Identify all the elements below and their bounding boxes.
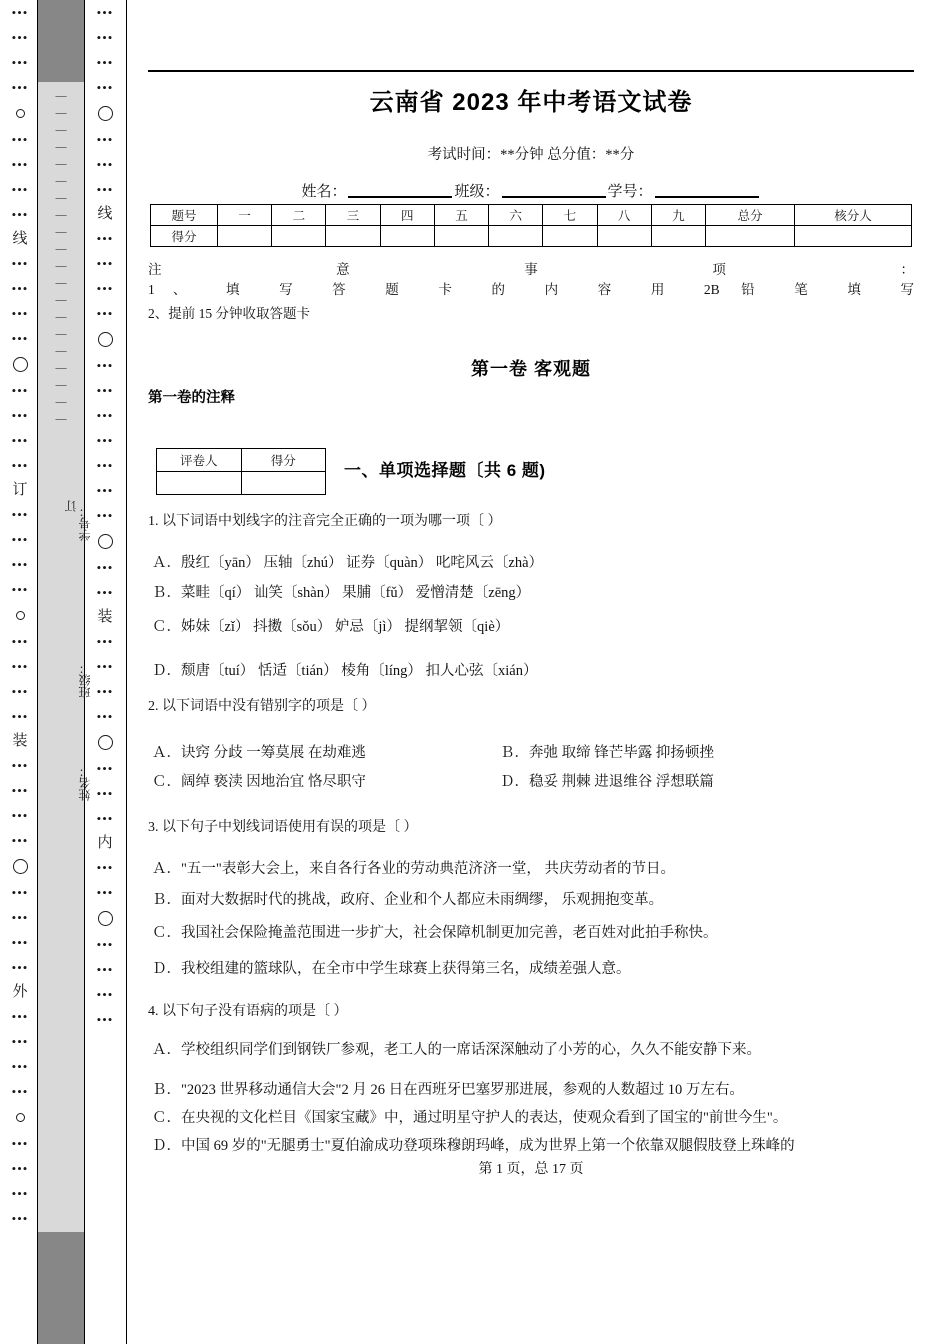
seal-dash: — — [55, 413, 67, 425]
seal-dot-mark: ••• — [96, 585, 114, 600]
seal-dot-mark: ••• — [11, 507, 29, 522]
seal-inner-dotted-column — [88, 0, 122, 1344]
seal-dot-mark: ••• — [11, 5, 29, 20]
seal-dot-mark: ••• — [96, 709, 114, 724]
seal-dot-mark: ••• — [11, 256, 29, 271]
seal-dot-mark: ••• — [11, 1186, 29, 1201]
seal-dot-mark: ••• — [11, 557, 29, 572]
seal-char-line: 线 — [12, 231, 28, 247]
question-2-option-d[interactable]: Ｄ．稳妥 荆棘 进退维谷 浮想联篇 — [500, 774, 714, 790]
seal-ring-icon — [13, 859, 28, 874]
seal-dot-mark: ••• — [96, 30, 114, 45]
question-1-option-c[interactable]: Ｃ．姊妹〔zǐ） 抖擞〔sǒu） 妒忌〔jì） 提纲挈领〔qiè） — [152, 619, 510, 635]
seal-dot-mark: ••• — [11, 157, 29, 172]
seal-dash: — — [55, 260, 67, 272]
seal-dash: — — [55, 243, 67, 255]
seal-ring-icon — [98, 911, 113, 926]
seal-dot-mark: ••• — [11, 582, 29, 597]
seal-ring-icon — [16, 1113, 25, 1122]
notice-heading: 注 意 事 项 ： — [148, 262, 914, 277]
question-2-stem: 2. 以下词语中没有错别字的项是〔 ） — [148, 699, 376, 714]
score-cell[interactable] — [272, 226, 326, 247]
table-row — [157, 449, 326, 472]
student-info-line — [148, 180, 914, 201]
seal-char-outside: 外 — [12, 984, 28, 1000]
seal-dot-mark: ••• — [11, 207, 29, 222]
seal-dot-mark: ••• — [11, 1161, 29, 1176]
seal-dot-mark: ••• — [11, 30, 29, 45]
seal-outer-dotted-column — [4, 0, 36, 1344]
seal-dot-mark: ••• — [96, 383, 114, 398]
seal-dash: — — [55, 277, 67, 289]
seal-dash: — — [55, 311, 67, 323]
seal-dot-mark: ••• — [96, 1012, 114, 1027]
seal-dot-mark: ••• — [11, 833, 29, 848]
seal-dot-mark: ••• — [11, 433, 29, 448]
seal-dot-mark: ••• — [96, 5, 114, 20]
question-4-option-b[interactable]: Ｂ．"2023 世界移动通信大会"2 月 26 日在西班牙巴塞罗那进展，参观的人数超过 10 万左右。 — [152, 1082, 744, 1098]
exam-meta: 考试时间：**分钟 总分值：**分 — [427, 147, 635, 163]
seal-dot-mark: ••• — [96, 281, 114, 296]
score-cell[interactable] — [326, 226, 380, 247]
class-blank[interactable] — [502, 196, 606, 198]
seal-ring-icon — [98, 735, 113, 750]
seal-dot-mark: ••• — [96, 962, 114, 977]
seal-dot-mark: ••• — [11, 885, 29, 900]
name-blank[interactable] — [348, 196, 452, 198]
seal-band-dark-top — [38, 0, 84, 82]
seal-dash: — — [55, 328, 67, 340]
seal-dot-mark: ••• — [11, 808, 29, 823]
seal-dash: — — [55, 158, 67, 170]
score-summary-table — [150, 204, 912, 247]
seal-field-class[interactable]: 班级： — [78, 662, 92, 698]
seal-dot-mark: ••• — [11, 783, 29, 798]
table-row — [151, 226, 912, 247]
question-3-option-b[interactable]: Ｂ．面对大数据时代的挑战，政府、企业和个人都应未雨绸缪， 乐观拥抱变革。 — [152, 892, 664, 908]
notice-item-1: 1、 填 写 答 题 卡 的 内 容 用 2B 铅 笔 填 写 — [148, 282, 914, 297]
paper-one-title: 第一卷 客观题 — [470, 359, 591, 379]
seal-band-dash-column — [38, 82, 84, 1232]
question-4-stem: 4. 以下句子没有语病的项是〔 ） — [148, 1004, 348, 1019]
seal-dot-mark: ••• — [11, 408, 29, 423]
seal-dot-mark: ••• — [96, 811, 114, 826]
seal-char-seal: 装 — [12, 733, 28, 749]
seal-dot-mark: ••• — [11, 132, 29, 147]
seal-dot-mark: ••• — [11, 709, 29, 724]
seal-dot-mark: ••• — [11, 1211, 29, 1226]
seal-dash: — — [55, 345, 67, 357]
score-checker-cell[interactable] — [795, 226, 912, 247]
seal-dot-mark: ••• — [11, 306, 29, 321]
seal-dot-mark: ••• — [96, 80, 114, 95]
paper-one-note: 第一卷的注释 — [148, 390, 235, 406]
question-4-option-a[interactable]: Ａ．学校组织同学们到钢铁厂参观，老工人的一席话深深触动了小芳的心，久久不能安静下来。 — [152, 1042, 761, 1058]
seal-dash: — — [55, 226, 67, 238]
name-label: 姓名： — [301, 184, 347, 200]
seal-dot-mark: ••• — [96, 659, 114, 674]
score-col-header: 九 — [651, 205, 705, 226]
score-col-header: 六 — [489, 205, 543, 226]
seal-ring-icon — [98, 106, 113, 121]
seal-dash: — — [55, 175, 67, 187]
seal-dot-mark: ••• — [11, 331, 29, 346]
seal-dot-mark: ••• — [96, 433, 114, 448]
question-2-option-b[interactable]: Ｂ．奔弛 取缔 锋芒毕露 抑扬顿挫 — [500, 745, 714, 761]
score-cell[interactable] — [380, 226, 434, 247]
seal-dash: — — [55, 192, 67, 204]
seal-dot-mark: ••• — [11, 532, 29, 547]
seal-dot-mark: ••• — [96, 231, 114, 246]
score-col-header: 七 — [543, 205, 597, 226]
header-rule — [148, 70, 914, 72]
seal-dot-mark: ••• — [96, 786, 114, 801]
score-cell[interactable] — [543, 226, 597, 247]
class-label: 班级： — [454, 184, 500, 200]
seal-dash: — — [55, 379, 67, 391]
seal-dot-mark: ••• — [11, 1136, 29, 1151]
score-row-label: 得分 — [151, 226, 218, 247]
seal-dot-mark: ••• — [96, 860, 114, 875]
seal-dot-mark: ••• — [11, 55, 29, 70]
notice-item-2: 2、提前 15 分钟收取答题卡 — [148, 306, 310, 321]
seal-dot-mark: ••• — [96, 634, 114, 649]
seal-dot-mark: ••• — [11, 1084, 29, 1099]
score-col-header: 五 — [434, 205, 488, 226]
seal-dot-mark: ••• — [96, 55, 114, 70]
seal-dot-mark: ••• — [96, 458, 114, 473]
seal-dot-mark: ••• — [96, 256, 114, 271]
score-row-label: 题号 — [151, 205, 218, 226]
seal-field-student-id[interactable]: 学号： — [78, 505, 92, 541]
grader-score-table — [156, 448, 326, 495]
score-col-header: 三 — [326, 205, 380, 226]
score-col-header: 二 — [272, 205, 326, 226]
seal-field-name[interactable]: 姓名： — [78, 765, 92, 801]
seal-dot-mark: ••• — [96, 157, 114, 172]
seal-dot-mark: ••• — [96, 358, 114, 373]
seal-dot-mark: ••• — [11, 659, 29, 674]
score-cell[interactable] — [597, 226, 651, 247]
score-cell[interactable] — [218, 226, 272, 247]
score-cell[interactable] — [651, 226, 705, 247]
question-4-option-d[interactable]: Ｄ．中国 69 岁的"无腿勇士"夏伯渝成功登项珠穆朗玛峰，成为世界上第一个依靠双腿假肢登上珠峰的 — [152, 1138, 795, 1154]
seal-ring-icon — [13, 357, 28, 372]
question-1-option-b[interactable]: Ｂ．菜畦〔qí） 讪笑〔shàn） 果脯〔fǔ） 爱憎清楚〔zēng） — [152, 585, 531, 601]
seal-char-bind: 订 — [12, 482, 28, 498]
score-checker-header: 核分人 — [795, 205, 912, 226]
question-3-option-c[interactable]: Ｃ．我国社会保险掩盖范围进一步扩大，社会保障机制更加完善，老百姓对此拍手称快。 — [152, 925, 718, 941]
seal-dot-mark: ••• — [11, 634, 29, 649]
seal-dot-mark: ••• — [11, 281, 29, 296]
seal-dot-mark: ••• — [96, 987, 114, 1002]
question-1-option-d[interactable]: Ｄ．颓唐〔tuí） 恬适〔tián） 棱角〔líng） 扣人心弦〔xián） — [152, 663, 538, 679]
seal-ring-icon — [98, 534, 113, 549]
seal-dot-mark: ••• — [96, 560, 114, 575]
grader-cell[interactable] — [157, 472, 242, 495]
student-id-label: 学号： — [607, 184, 653, 200]
score-total-header: 总分 — [706, 205, 795, 226]
question-group-title: 一、单项选择题〔共 6 题) — [344, 461, 546, 480]
grader-label: 评卷人 — [157, 449, 242, 472]
question-4-option-c[interactable]: Ｃ．在央视的文化栏目《国家宝藏》中，通过明星守护人的表达，使观众看到了国宝的"前世今生"。 — [152, 1110, 788, 1126]
student-id-blank[interactable] — [655, 196, 759, 198]
seal-bind-mark: 订 — [64, 500, 78, 512]
seal-dot-mark: ••• — [96, 483, 114, 498]
seal-dot-mark: ••• — [11, 458, 29, 473]
seal-dot-mark: ••• — [96, 885, 114, 900]
score-col-header: 四 — [380, 205, 434, 226]
seal-dot-mark: ••• — [11, 758, 29, 773]
seal-dot-mark: ••• — [11, 1059, 29, 1074]
seal-dash: — — [55, 294, 67, 306]
seal-dash: — — [55, 141, 67, 153]
seal-dot-mark: ••• — [11, 80, 29, 95]
seal-dot-mark: ••• — [11, 935, 29, 950]
seal-dash: — — [55, 362, 67, 374]
seal-dot-mark: ••• — [11, 684, 29, 699]
question-1-stem: 1. 以下词语中划线字的注音完全正确的一项为哪一项〔 ） — [148, 514, 502, 529]
seal-ring-icon — [16, 611, 25, 620]
seal-dot-mark: ••• — [96, 508, 114, 523]
score-total-cell[interactable] — [706, 226, 795, 247]
seal-dot-mark: ••• — [11, 960, 29, 975]
seal-vertical-rule — [126, 0, 127, 1344]
table-row — [151, 205, 912, 226]
page-footer: 第 1 页，总 17 页 — [478, 1162, 584, 1177]
question-3-option-d[interactable]: Ｄ．我校组建的篮球队，在全市中学生球赛上获得第三名，成绩差强人意。 — [152, 961, 631, 977]
score-cell[interactable] — [434, 226, 488, 247]
seal-dot-mark: ••• — [96, 182, 114, 197]
question-2-option-a[interactable]: Ａ．诀窍 分歧 一筹莫展 在劫难逃 — [152, 745, 366, 761]
seal-dot-mark: ••• — [96, 937, 114, 952]
seal-dot-mark: ••• — [96, 132, 114, 147]
seal-ring-icon — [98, 332, 113, 347]
grader-score-cell[interactable] — [241, 472, 326, 495]
seal-dot-mark: ••• — [96, 684, 114, 699]
seal-dash: — — [55, 90, 67, 102]
seal-dash: — — [55, 107, 67, 119]
question-3-stem: 3. 以下句子中划线词语使用有误的项是〔 ） — [148, 820, 418, 835]
question-1-option-a[interactable]: Ａ．殷红〔yān） 压轴〔zhú） 证券〔quàn） 叱咤风云〔zhà） — [152, 555, 544, 571]
seal-dot-mark: ••• — [96, 761, 114, 776]
seal-char-line-inner: 线 — [97, 206, 113, 222]
seal-dash: — — [55, 209, 67, 221]
score-col-header: 八 — [597, 205, 651, 226]
question-2-option-c[interactable]: Ｃ．阔绰 亵渎 因地治宜 恪尽职守 — [152, 774, 366, 790]
seal-char-seal-inner: 装 — [97, 609, 113, 625]
seal-char-inside: 内 — [97, 835, 113, 851]
seal-dash: — — [55, 124, 67, 136]
score-col-header: 一 — [218, 205, 272, 226]
seal-dot-mark: ••• — [11, 910, 29, 925]
page-content — [148, 0, 920, 1344]
page-title: 云南省 2023 年中考语文试卷 — [369, 89, 693, 116]
seal-dash: — — [55, 396, 67, 408]
grader-score-label: 得分 — [241, 449, 326, 472]
seal-dot-mark: ••• — [11, 1034, 29, 1049]
sealing-line-margin — [0, 0, 140, 1344]
score-cell[interactable] — [489, 226, 543, 247]
seal-ring-icon — [16, 109, 25, 118]
seal-dot-mark: ••• — [96, 408, 114, 423]
seal-dot-mark: ••• — [11, 1009, 29, 1024]
seal-dot-mark: ••• — [11, 383, 29, 398]
question-3-option-a[interactable]: Ａ．"五一"表彰大会上，来自各行各业的劳动典范济济一堂， 共庆劳动者的节日。 — [152, 861, 675, 877]
seal-band-dark-bottom — [38, 1232, 84, 1344]
seal-dot-mark: ••• — [11, 182, 29, 197]
seal-dot-mark: ••• — [96, 306, 114, 321]
table-row — [157, 472, 326, 495]
